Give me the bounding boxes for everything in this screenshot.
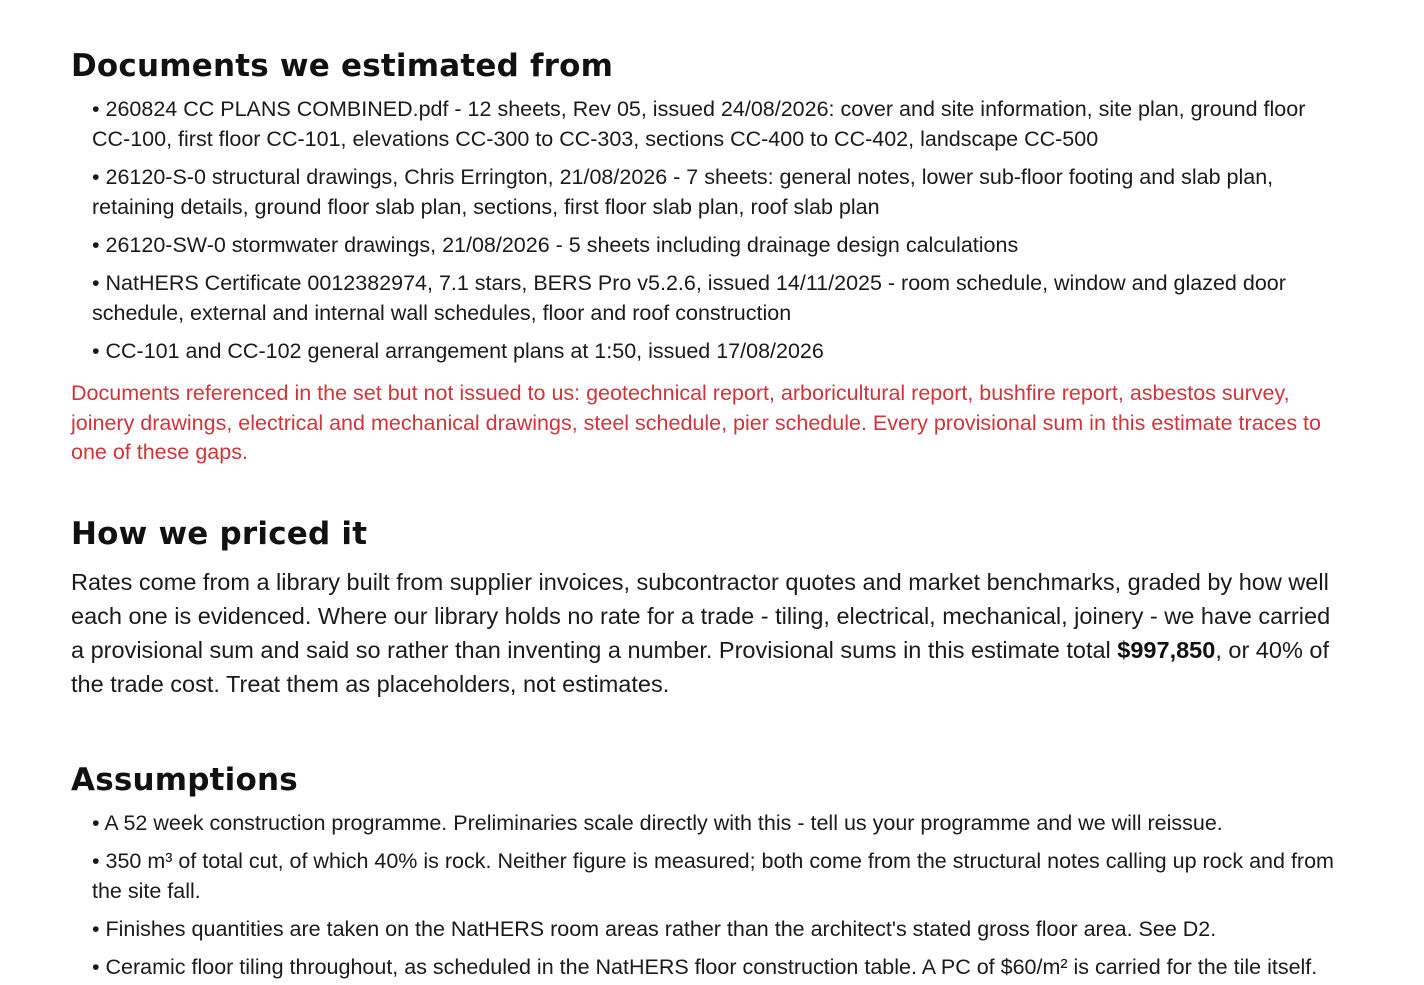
list-item: • 26120-SW-0 stormwater drawings, 21/08/2026 - 5 sheets including drainage design calculations — [92, 233, 1019, 257]
documents-list — [71, 94, 1341, 366]
document-page — [71, 0, 1341, 982]
pricing-text-before: Rates come from a library built from supplier invoices, subcontractor quotes and market benchmarks, graded by how well each one is evidenced. Where our library holds no rate for a trade - tiling, electrical, mechanical, joinery - we have carried a provisional sum and said so rather than inventing a number. Provisional sums in this estimate total — [71, 568, 1331, 663]
provisional-total: $997,850 — [1117, 636, 1216, 663]
assumptions-heading: Assumptions — [71, 762, 298, 799]
assumptions-section — [71, 761, 1341, 982]
pricing-text-after: , or 40% of the trade cost. Treat them as placeholders, not estimates. — [71, 636, 1329, 698]
list-item: • CC-101 and CC-102 general arrangement plans at 1:50, issued 17/08/2026 — [92, 339, 824, 363]
documents-heading: Documents we estimated from — [71, 48, 614, 84]
list-item: • 350 m³ of total cut, of which 40% is rock. Neither figure is measured; both come from the structural notes calling up rock and from the site fall. — [92, 849, 1334, 904]
list-item: • A 52 week construction programme. Preliminaries scale directly with this - tell us your programme and we will reissue. — [92, 811, 1223, 836]
list-item: • Finishes quantities are taken on the NatHERS room areas rather than the architect's stated gross floor area. See D2. — [92, 917, 1217, 942]
cut-off-heading — [71, 0, 1341, 6]
list-item: • 260824 CC PLANS COMBINED.pdf - 12 sheets, Rev 05, issued 24/08/2026: cover and site information, site plan, ground floor CC-100, first floor CC-101, elevations CC-300 to CC-303, sections CC-400 to CC-402, landscape CC-500 — [92, 97, 1306, 151]
list-item: • Ceramic floor tiling throughout, as scheduled in the NatHERS floor construction table. A PC of $60/m² is carried for the tile itself. — [92, 955, 1318, 980]
list-item: • NatHERS Certificate 0012382974, 7.1 stars, BERS Pro v5.2.6, issued 14/11/2025 - room schedule, window and glazed door schedule, external and internal wall schedules, floor and roof construction — [92, 271, 1286, 325]
pricing-heading: How we priced it — [71, 515, 368, 552]
missing-documents-warning: Documents referenced in the set but not issued to us: geotechnical report, arboricultural report, bushfire report, asbestos survey, joinery drawings, electrical and mechanical drawings, steel schedule, pier schedule. Every provisional sum in this estimate traces to one of these gaps. — [71, 381, 1321, 464]
list-item: • 26120-S-0 structural drawings, Chris Errington, 21/08/2026 - 7 sheets: general notes, lower sub-floor footing and slab plan, retaining details, ground floor slab plan, sections, first floor slab plan, roof slab plan — [92, 165, 1274, 219]
assumptions-list — [71, 808, 1341, 982]
documents-section — [71, 47, 1341, 468]
pricing-section — [71, 515, 1341, 702]
pricing-paragraph — [71, 565, 1341, 702]
